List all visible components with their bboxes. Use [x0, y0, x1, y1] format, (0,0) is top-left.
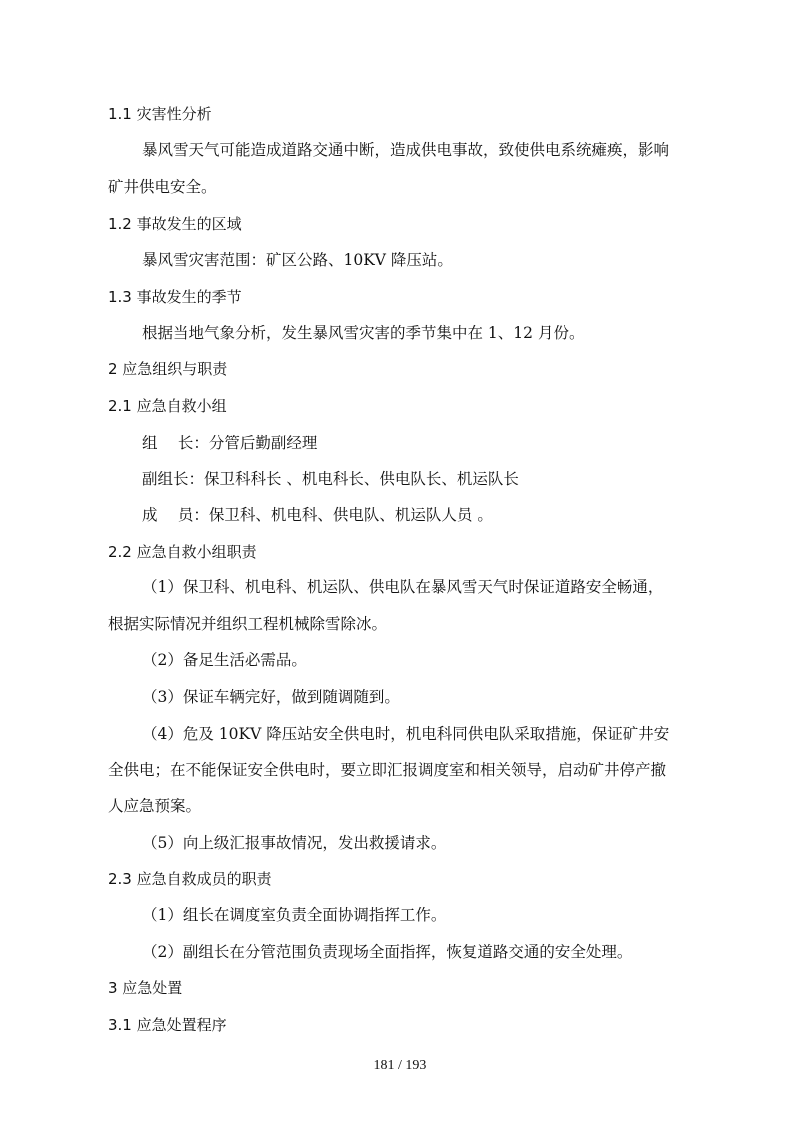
heading-1-1: 1.1 灾害性分析 — [108, 105, 212, 123]
paragraph-line: 成 员：保卫科、机电科、供电队、机运队人员 。 — [142, 506, 493, 524]
paragraph-line: （1）保卫科、机电科、机运队、供电队在暴风雪天气时保证道路安全畅通， — [142, 578, 664, 596]
heading-1-2: 1.2 事故发生的区域 — [108, 215, 242, 233]
paragraph-line: （1）组长在调度室负责全面协调指挥工作。 — [142, 906, 447, 924]
paragraph-line: （2）备足生活必需品。 — [142, 651, 307, 669]
heading-3-1: 3.1 应急处置程序 — [108, 1016, 227, 1034]
heading-2: 2 应急组织与职责 — [108, 360, 228, 378]
paragraph-line: （2）副组长在分管范围负责现场全面指挥，恢复道路交通的安全处理。 — [142, 943, 633, 961]
heading-1-3: 1.3 事故发生的季节 — [108, 288, 242, 306]
paragraph-line: （4）危及 10KV 降压站安全供电时，机电科同供电队采取措施，保证矿井安 — [142, 725, 670, 743]
heading-2-2: 2.2 应急自救小组职责 — [108, 543, 257, 561]
paragraph-line: 副组长：保卫科科长 、机电科长、供电队长、机运队长 — [142, 470, 519, 488]
paragraph-line: （5）向上级汇报事故情况，发出救援请求。 — [142, 834, 447, 852]
page-number: 181 / 193 — [373, 1058, 427, 1073]
paragraph-line: 全供电；在不能保证安全供电时，要立即汇报调度室和相关领导，启动矿井停产撤 — [108, 761, 667, 779]
paragraph-line: 暴风雪灾害范围：矿区公路、10KV 降压站。 — [142, 251, 453, 269]
paragraph-line: 根据实际情况并组织工程机械除雪除冰。 — [108, 615, 388, 633]
paragraph-line: 矿井供电安全。 — [108, 178, 217, 196]
paragraph-line: 暴风雪天气可能造成道路交通中断，造成供电事故，致使供电系统瘫痪，影响 — [142, 141, 670, 159]
paragraph-line: 人应急预案。 — [108, 797, 202, 815]
paragraph-line: 组 长：分管后勤副经理 — [142, 434, 318, 452]
paragraph-line: 根据当地气象分析，发生暴风雪灾害的季节集中在 1、12 月份。 — [142, 324, 585, 342]
heading-3: 3 应急处置 — [108, 979, 183, 997]
heading-2-1: 2.1 应急自救小组 — [108, 397, 227, 415]
paragraph-line: （3）保证车辆完好，做到随调随到。 — [142, 688, 400, 706]
heading-2-3: 2.3 应急自救成员的职责 — [108, 870, 272, 888]
